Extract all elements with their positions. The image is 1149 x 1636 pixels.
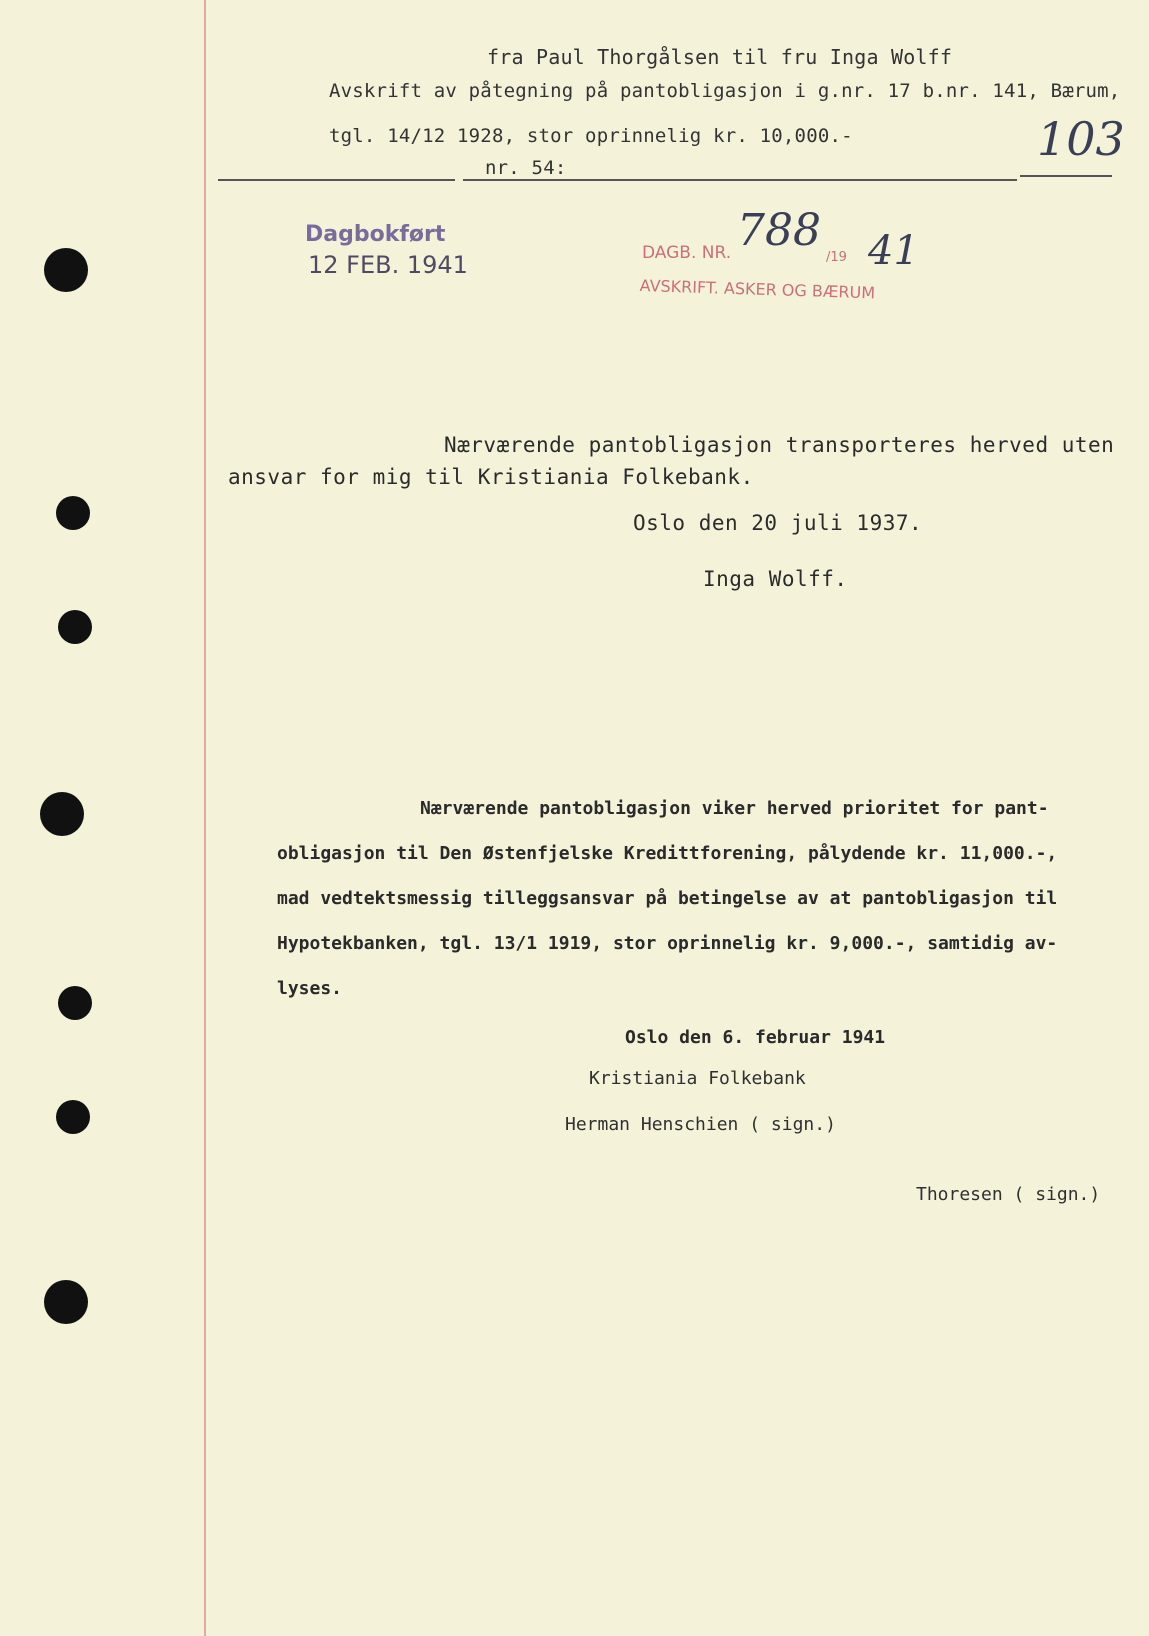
header-line-1: fra Paul Thorgålsen til fru Inga Wolff (487, 45, 953, 69)
punch-hole (58, 610, 92, 644)
priority-signer-1: Herman Henschien ( sign.) (565, 1114, 836, 1135)
priority-bank: Kristiania Folkebank (589, 1068, 806, 1089)
stamp-dagb-prefix: DAGB. NR. (642, 243, 732, 263)
transfer-place-date: Oslo den 20 juli 1937. (633, 511, 923, 535)
red-margin-line (204, 0, 206, 1636)
stamp-dagbokfort-date: 12 FEB. 1941 (308, 251, 468, 279)
header-line-4: nr. 54: (485, 157, 567, 179)
punch-hole (56, 1100, 90, 1134)
punch-hole (44, 248, 88, 292)
priority-line-5: lyses. (277, 978, 343, 999)
punch-hole (56, 496, 90, 530)
transfer-line-2: ansvar for mig til Kristiania Folkebank. (228, 465, 754, 489)
header-rule-center (463, 179, 1017, 181)
punch-hole (44, 1280, 88, 1324)
punch-hole (58, 986, 92, 1020)
stamp-dagbokfort-label: Dagbokført (305, 222, 446, 247)
stamp-dagb-year: 41 (868, 228, 919, 274)
header-rule-right (1020, 175, 1112, 177)
header-line-2: Avskrift av påtegning på pantobligasjon i g.nr. 17 b.nr. 141, Bærum, (329, 80, 1121, 102)
transfer-signature: Inga Wolff. (703, 567, 848, 591)
priority-line-1: Nærværende pantobligasjon viker herved prioritet for pant- (420, 798, 1049, 819)
priority-place-date: Oslo den 6. februar 1941 (625, 1027, 886, 1048)
stamp-office: AVSKRIFT. ASKER OG BÆRUM (639, 276, 876, 303)
priority-signer-2: Thoresen ( sign.) (916, 1184, 1101, 1205)
header-rule-left (218, 179, 455, 181)
stamp-dagb-number: 788 (737, 205, 821, 256)
stamp-dagb-year-prefix: /19 (826, 250, 847, 265)
punch-hole (40, 792, 84, 836)
header-line-3: tgl. 14/12 1928, stor oprinnelig kr. 10,000.- (329, 125, 853, 147)
page-number: 103 (1037, 112, 1125, 166)
priority-line-2: obligasjon til Den Østenfjelske Kredittforening, pålydende kr. 11,000.-, (277, 843, 1058, 864)
priority-line-3: mad vedtektsmessig tilleggsansvar på betingelse av at pantobligasjon til (277, 888, 1058, 909)
transfer-line-1: Nærværende pantobligasjon transporteres herved uten (444, 433, 1115, 457)
priority-line-4: Hypotekbanken, tgl. 13/1 1919, stor oprinnelig kr. 9,000.-, samtidig av- (277, 933, 1058, 954)
